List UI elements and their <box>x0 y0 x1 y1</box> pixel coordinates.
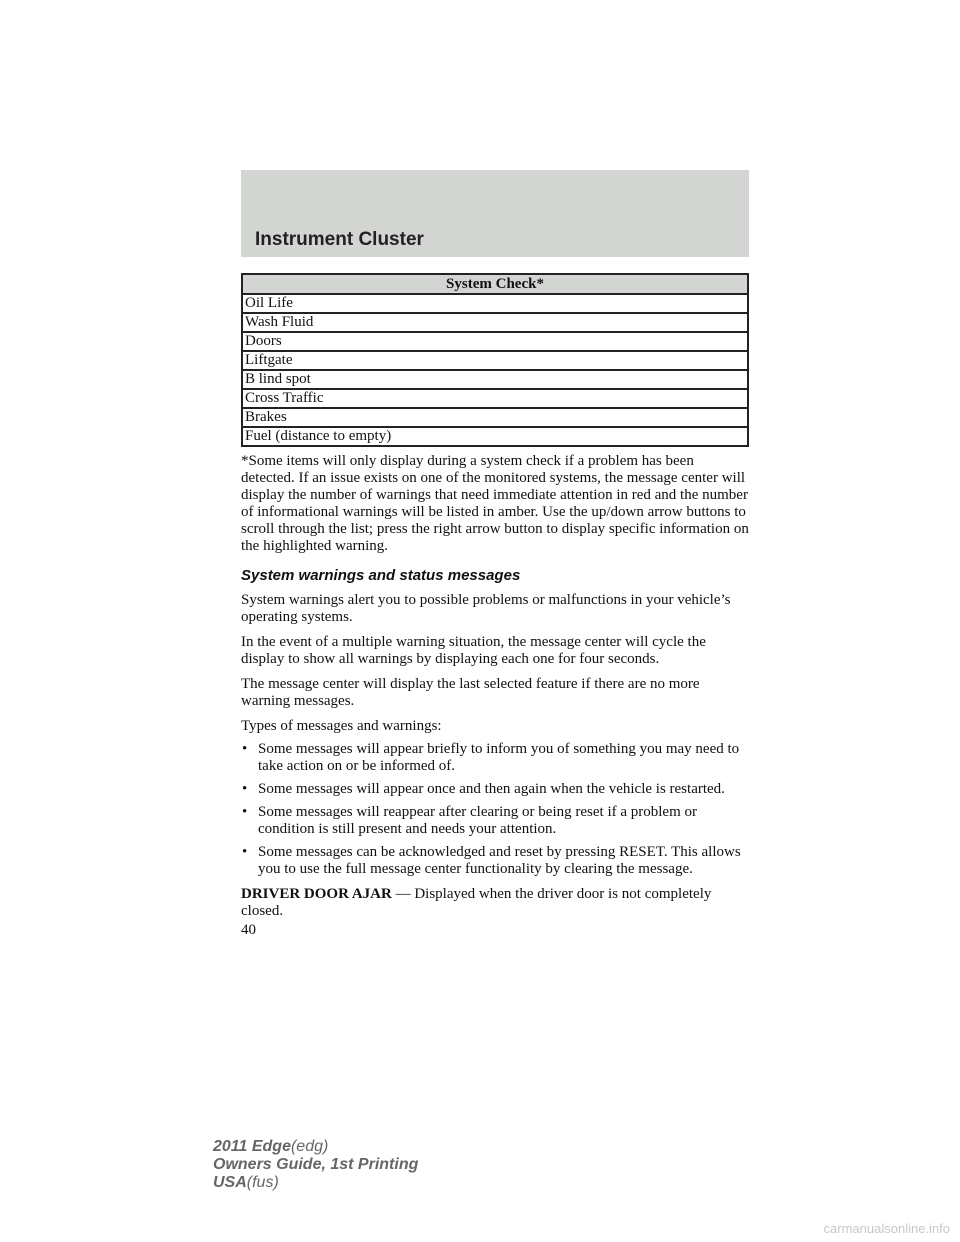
table-cell: Doors <box>242 332 748 351</box>
page-number: 40 <box>241 922 256 938</box>
table-footnote: *Some items will only display during a system check if a problem has been detected. If an issue exists on one of the monitored systems, the message center will display the number of warnings that need immediate attention in red and the number of informational warnings will be listed in amber. Use the up/down arrow buttons to scroll through the list; press the right arrow button to display specific information on the highlighted warning. <box>241 453 749 554</box>
print-footer <box>213 1138 418 1192</box>
table-row <box>242 313 748 332</box>
paragraph: The message center will display the last selected feature if there are no more warning messages. <box>241 676 700 709</box>
section-header <box>241 170 749 257</box>
paragraph: In the event of a multiple warning situation, the message center will cycle the display to show all warnings by displaying each one for four seconds. <box>241 634 706 667</box>
table-row <box>242 351 748 370</box>
list-item: • Some messages will appear once and then again when the vehicle is restarted. <box>242 781 725 797</box>
term-label: DRIVER DOOR AJAR <box>241 886 392 902</box>
table-cell: Fuel (distance to empty) <box>242 427 748 446</box>
table-row <box>242 389 748 408</box>
section-title: Instrument Cluster <box>255 229 424 250</box>
table-cell: Liftgate <box>242 351 748 370</box>
list-item: • Some messages will reappear after clearing or being reset if a problem or condition is still present and needs your attention. <box>242 804 697 837</box>
watermark: carmanualsonline.info <box>823 1221 950 1236</box>
table-row <box>242 294 748 313</box>
driver-door-entry <box>241 886 749 920</box>
term-description: — Displayed when the driver door is not completely closed. <box>241 886 712 919</box>
footer-region: USA <box>213 1174 247 1191</box>
bullet-icon: • <box>242 741 248 757</box>
table-row <box>242 427 748 446</box>
bullet-icon: • <box>242 844 248 860</box>
table-cell: Brakes <box>242 408 748 427</box>
subsection-heading: System warnings and status messages <box>241 567 521 584</box>
table-row <box>242 332 748 351</box>
table-row <box>242 408 748 427</box>
message-types-list <box>241 741 749 878</box>
list-item: • Some messages can be acknowledged and reset by pressing RESET. This allows you to use the full message center functionality by clearing the message. <box>242 844 741 877</box>
table-row <box>242 370 748 389</box>
bullet-icon: • <box>242 781 248 797</box>
page-content <box>241 273 749 939</box>
table-cell: B lind spot <box>242 370 748 389</box>
bullet-icon: • <box>242 804 248 820</box>
paragraph: System warnings alert you to possible problems or malfunctions in your vehicle’s operating systems. <box>241 592 731 625</box>
footer-model-code: (edg) <box>290 1138 329 1155</box>
footer-region-code: (fus) <box>246 1174 279 1191</box>
footer-model: 2011 Edge <box>213 1138 291 1155</box>
paragraph: Types of messages and warnings: <box>241 718 442 734</box>
table-cell: Oil Life <box>242 294 748 313</box>
system-check-table <box>241 273 749 447</box>
table-cell: Wash Fluid <box>242 313 748 332</box>
list-item: • Some messages will appear briefly to inform you of something you may need to take action on or be informed of. <box>242 741 740 774</box>
footer-edition: Owners Guide, 1st Printing <box>213 1156 419 1173</box>
table-cell: Cross Traffic <box>242 389 748 408</box>
table-header: System Check* <box>242 274 748 294</box>
